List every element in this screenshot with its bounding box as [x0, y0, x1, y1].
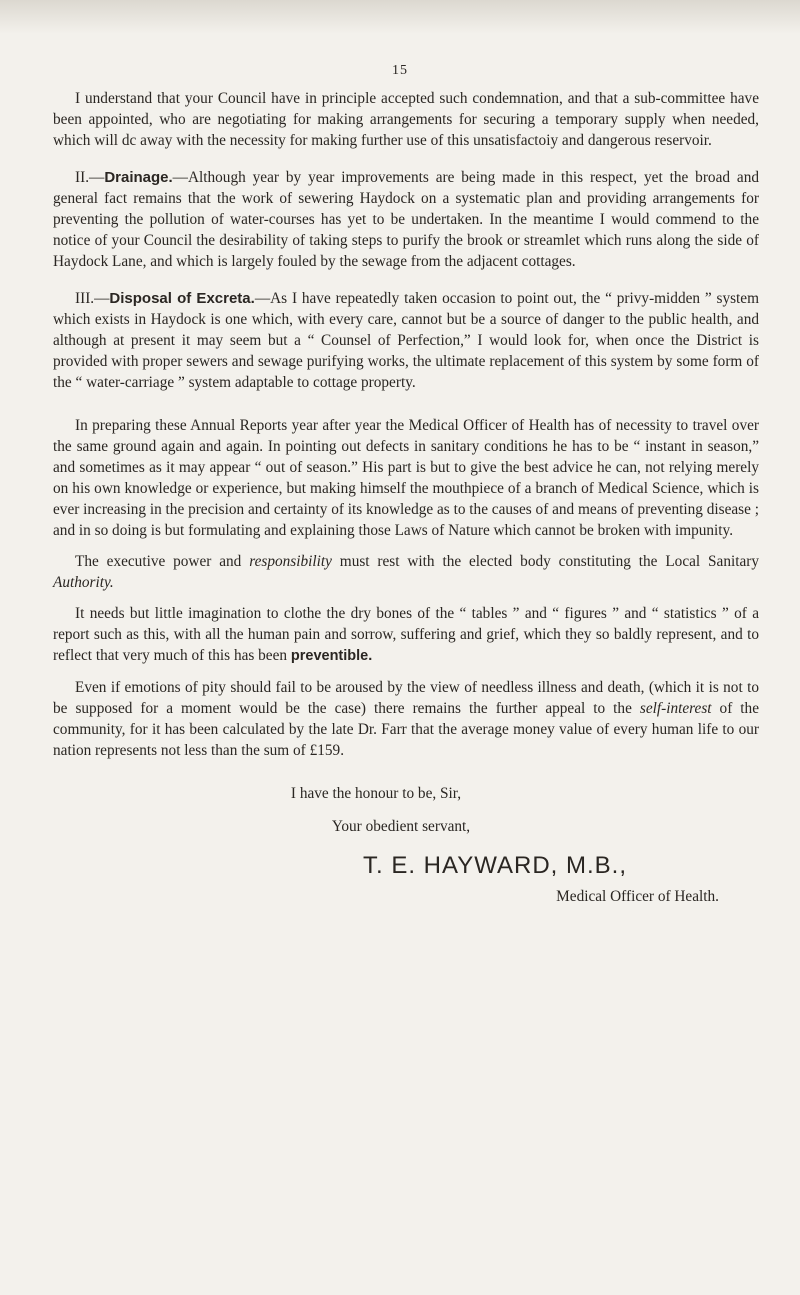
- excreta-text: —As I have repeatedly taken occasion to point out, the “ privy-midden ” system which exists in Haydock is one which, with every care, cannot but be a source of danger to the public health, and although at present it may seem but a “ Counsel of Perfection,” I would look for, when once the District is provided with proper sewers and sewage purifying works, the ultimate replacement of this system by some form of the “ water-carriage ” system adaptable to cottage property.: [53, 290, 759, 391]
- paragraph-imagination: [53, 603, 759, 667]
- signatory-title: Medical Officer of Health.: [556, 888, 719, 905]
- scan-shadow: [0, 0, 800, 34]
- executive-text: The executive power and: [75, 553, 250, 570]
- executive-text-2: must rest with the elected body constituting the Local Sanitary: [331, 553, 759, 570]
- paragraph-excreta: [53, 288, 759, 393]
- page-number: 15: [392, 63, 408, 78]
- section-number: III.—: [75, 290, 110, 307]
- section-heading-drainage: Drainage.: [104, 169, 173, 186]
- drainage-text: —Although year by year improvements are being made in this respect, yet the broad and general fact remains that the work of sewering Haydock on a systematic plan and providing arrangements for preventing the pollution of water-courses has yet to be undertaken. In the meantime I would commend to the notice of your Council the desirability of taking steps to purify the brook or streamlet which runs along the side of Haydock Lane, and which is largely fouled by the sewage from the adjacent cottages.: [53, 169, 759, 270]
- paragraph-executive-power: [53, 551, 759, 593]
- section-heading-excreta: Disposal of Excreta.: [109, 290, 255, 307]
- paragraph-reservoir: I understand that your Council have in principle accepted such condemnation, and that a sub-committee have been appointed, who are negotiating for making arrangements for securing a temporary supply when needed, which will dc away with the necessity for making further use of this unsatisfactoiy and dangerous reservoir.: [53, 90, 759, 149]
- signature: T. E. HAYWARD, M.B.,: [363, 852, 628, 879]
- responsibility-emphasis: responsibility: [249, 553, 332, 570]
- preventible-emphasis: preventible.: [290, 648, 373, 664]
- report-body: [53, 88, 759, 907]
- salutation: I have the honour to be, Sir,: [290, 785, 462, 802]
- paragraph-emotions: [53, 677, 759, 761]
- authority-emphasis: Authority.: [53, 574, 114, 591]
- self-interest-emphasis: self-interest: [639, 700, 712, 717]
- imagination-text: It needs but little imagination to clothe the dry bones of the “ tables ” and “ figures ” and “ statistics ” of a report such as this, with all the human pain and sorrow, suffering and grief, which they so baldly represent, and to reflect that very much of this has been: [53, 605, 759, 664]
- paragraph-drainage: [53, 167, 759, 272]
- emotions-text: Even if emotions of pity should fail to be aroused by the view of needless illness and death, (which it is not to be supposed for a moment would be the case) there remains the further appeal to the: [53, 679, 759, 717]
- valediction: Your obedient servant,: [331, 818, 471, 835]
- emotions-text-2: of the community, for it has been calculated by the late Dr. Farr that the average money value of every human life to our nation represents not less than the sum of £159.: [53, 700, 759, 759]
- section-number: II.—: [75, 169, 105, 186]
- paragraph-annual-reports: In preparing these Annual Reports year after year the Medical Officer of Health has of necessity to travel over the same ground again and again. In pointing out defects in sanitary conditions he has to be “ instant in season,” and sometimes as it may appear “ out of season.” His part is but to give the best advice he can, not relying merely on his own knowledge or experience, but making himself the mouthpiece of a branch of Medical Science, which is ever increasing in the precision and certainty of its knowledge as to the causes of and means of preventing disease ; and in so doing is but formulating and explaining those Laws of Nature which cannot be broken with impunity.: [53, 417, 759, 539]
